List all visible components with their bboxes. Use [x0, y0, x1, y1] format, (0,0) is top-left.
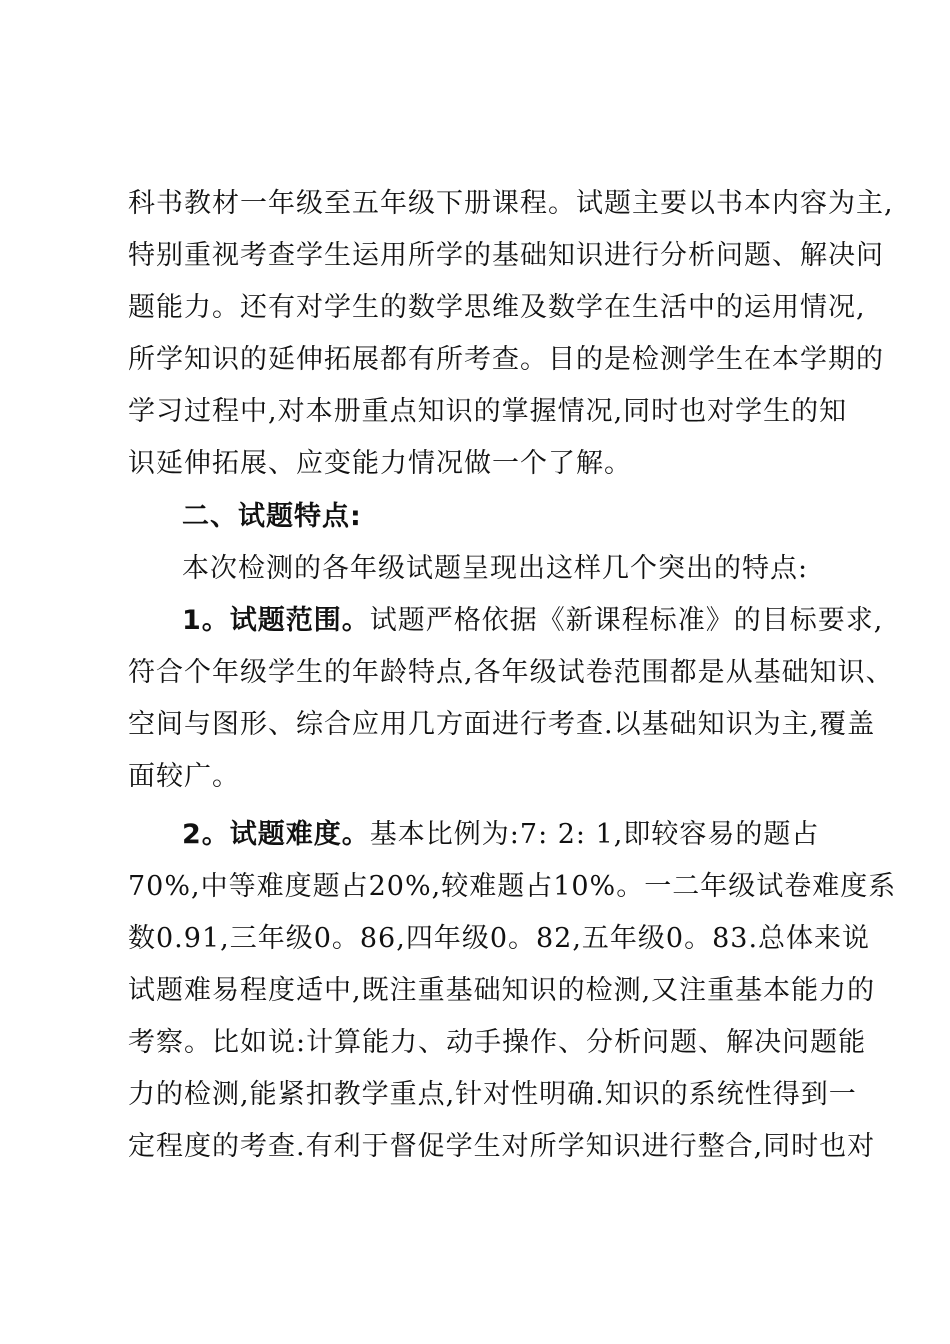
point1-line: 符合个年级学生的年龄特点,各年级试卷范围都是从基础知识、 — [128, 657, 894, 688]
point2-line: 试题难易程度适中,既注重基础知识的检测,又注重基本能力的 — [128, 975, 876, 1006]
point2-first-line — [128, 809, 838, 861]
point2-line: 考察。比如说:计算能力、动手操作、分析问题、解决问题能 — [128, 1027, 867, 1058]
point1-line: 面较广。 — [128, 761, 240, 792]
intro-line: 本次检测的各年级试题呈现出这样几个突出的特点: — [182, 553, 809, 584]
point1-title: 1。试题范围。 — [182, 605, 370, 636]
point2-line: 70%,中等难度题占20%,较难题占10%。一二年级试卷难度系 — [128, 871, 897, 902]
point1-first-line — [128, 595, 884, 647]
document-body — [128, 178, 897, 1173]
paragraph-line: 所学知识的延伸拓展都有所考查。目的是检测学生在本学期的 — [128, 344, 884, 375]
point2-line: 力的检测,能紧扣教学重点,针对性明确.知识的系统性得到一 — [128, 1079, 857, 1110]
section-heading: 二、试题特点: — [182, 501, 362, 532]
point2-title: 2。试题难度。 — [182, 819, 370, 850]
point2-line: 数0.91,三年级0。86,四年级0。82,五年级0。83.总体来说 — [128, 923, 871, 954]
paragraph-line: 特别重视考查学生运用所学的基础知识进行分析问题、解决问 — [128, 240, 884, 271]
paragraph-line: 学习过程中,对本册重点知识的掌握情况,同时也对学生的知 — [128, 396, 848, 427]
paragraph-line: 题能力。还有对学生的数学思维及数学在生活中的运用情况, — [128, 292, 866, 323]
point2-first-line-text: 基本比例为:7: 2: 1,即较容易的题占 — [369, 819, 820, 850]
paragraph-line: 科书教材一年级至五年级下册课程。试题主要以书本内容为主, — [128, 188, 894, 219]
point1-first-line-text: 试题严格依据《新课程标准》的目标要求, — [369, 605, 884, 636]
point1-line: 空间与图形、综合应用几方面进行考查.以基础知识为主,覆盖 — [128, 709, 876, 740]
point2-line: 定程度的考查.有利于督促学生对所学知识进行整合,同时也对 — [128, 1131, 876, 1162]
paragraph-line: 识延伸拓展、应变能力情况做一个了解。 — [128, 448, 632, 479]
